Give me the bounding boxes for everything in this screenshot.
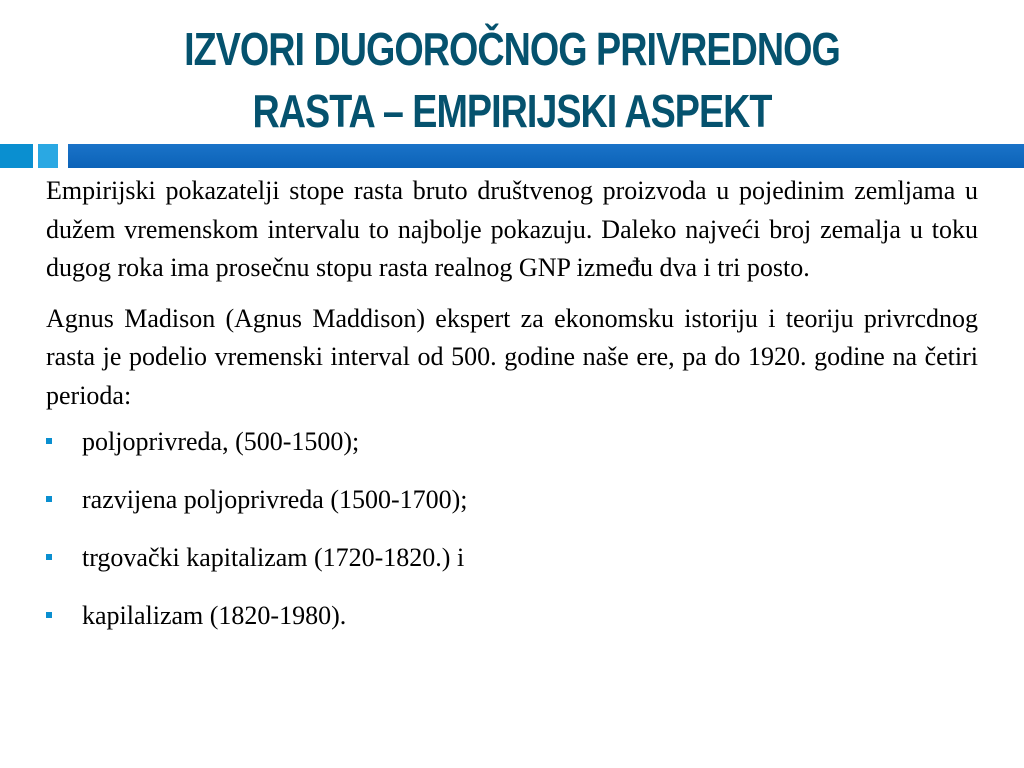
list-item-text: poljoprivreda, (500-1500); — [82, 427, 360, 456]
accent-rule-middle — [38, 144, 58, 168]
slide-title — [92, 18, 932, 142]
paragraph-intro: Empirijski pokazatelji stope rasta bruto društvenog proizvoda u pojedinim zemljama u dužem vremenskom intervalu to najbolje pokazuju. Daleko najveći broj zemalja u toku dugog roka ima prosečnu stopu rasta realnog GNP između dva i tri posto. — [46, 176, 978, 282]
slide-title-line-2: RASTA – EMPIRIJSKI ASPEKT — [252, 85, 772, 137]
list-item — [46, 601, 978, 659]
square-bullet-icon — [46, 554, 52, 560]
list-item-text: trgovački kapitalizam (1720-1820.) i — [82, 543, 465, 572]
list-item-text: kapilalizam (1820-1980). — [82, 601, 347, 630]
list-item-text: razvijena poljoprivreda (1500-1700); — [82, 485, 468, 514]
slide-title-line-1: IZVORI DUGOROČNOG PRIVREDNOG — [184, 23, 840, 75]
list-item — [46, 543, 978, 601]
accent-rule-main — [68, 144, 1024, 168]
accent-rule-left — [0, 144, 33, 168]
square-bullet-icon — [46, 438, 52, 444]
paragraph-maddison: Agnus Madison (Agnus Maddison) ekspert za ekonomsku istoriju i teoriju privrcdnog rasta je podelio vremenski interval od 500. godine naše ere, pa do 1920. godine na četiri perioda: — [46, 303, 978, 410]
list-item — [46, 427, 978, 485]
square-bullet-icon — [46, 496, 52, 502]
list-item — [46, 485, 978, 543]
period-list — [46, 427, 978, 659]
square-bullet-icon — [46, 612, 52, 618]
slide-body — [46, 172, 978, 659]
